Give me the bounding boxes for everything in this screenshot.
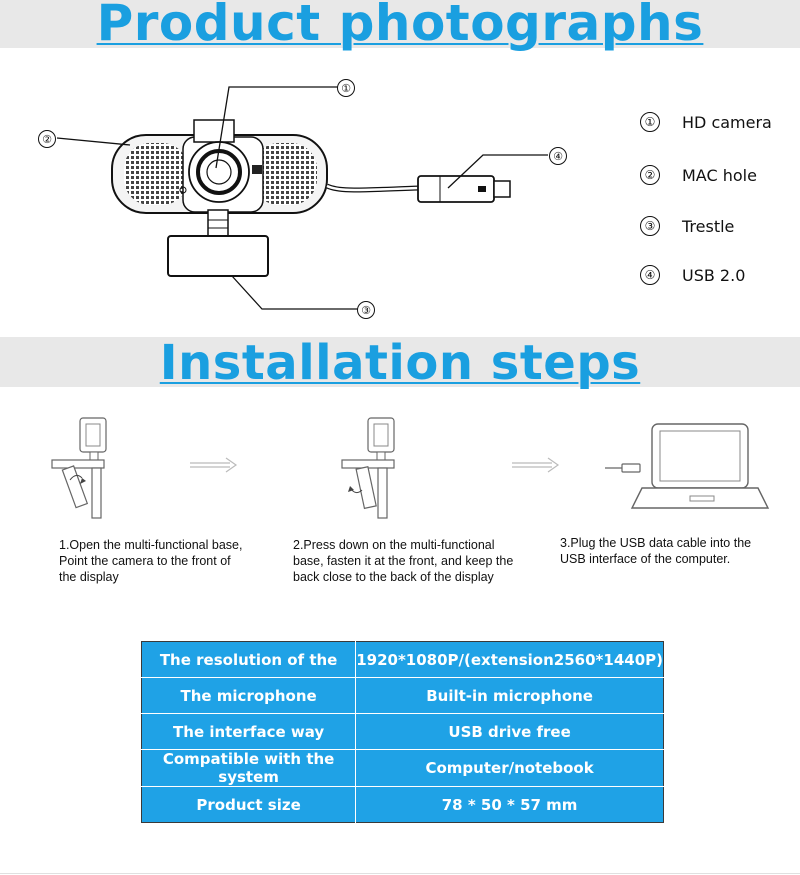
table-row: [142, 714, 664, 750]
spec-label: Product size: [142, 787, 356, 823]
top-clip: [194, 120, 234, 142]
legend-item-trestle: [640, 214, 734, 238]
spec-label: The microphone: [142, 678, 356, 714]
leader-2: [57, 138, 130, 145]
legend-item-usb: [640, 263, 745, 287]
legend-number: ②: [640, 165, 660, 185]
legend-number: ①: [640, 112, 660, 132]
callout-3: ③: [357, 301, 375, 319]
callout-4: ④: [549, 147, 567, 165]
left-speaker-mesh: [124, 143, 188, 205]
arrow-right-icon-2: [512, 458, 558, 472]
product-photographs-title: Product photographs: [96, 0, 704, 52]
legend-label: HD camera: [682, 112, 772, 132]
table-row: [142, 787, 664, 823]
leader-3: [232, 276, 358, 309]
arrow-right-icon-1: [190, 458, 236, 472]
step2-illustration: [342, 418, 394, 518]
legend-number: ④: [640, 265, 660, 285]
legend-item-mac-hole: [640, 163, 757, 187]
legend-number: ③: [640, 216, 660, 236]
hd-badge-icon: [252, 165, 262, 174]
installation-steps-title: Installation steps: [159, 335, 641, 391]
legend-label: Trestle: [682, 216, 735, 236]
legend-label: MAC hole: [682, 165, 757, 185]
callout-1: ①: [337, 79, 355, 97]
step-3-text: 3.Plug the USB data cable into the USB interface of the computer.: [560, 536, 752, 566]
spec-label: Compatible with the system: [142, 750, 356, 787]
table-row: [142, 642, 664, 678]
step-2-text: 2.Press down on the multi-functional base, fasten it at the front, and keep the back close to the back of the display: [293, 538, 514, 584]
step3-illustration: [605, 424, 768, 508]
installation-illustrations: [0, 400, 800, 525]
callout-2: ②: [38, 130, 56, 148]
spec-label: The interface way: [142, 714, 356, 750]
spec-label: The resolution of the: [142, 642, 356, 678]
spec-value: 78 * 50 * 57 mm: [441, 795, 578, 814]
trestle-base: [168, 236, 268, 276]
table-row: [142, 678, 664, 714]
legend-label: USB 2.0: [682, 265, 746, 285]
spec-value: 1920*1080P/(extension2560*1440P): [356, 642, 664, 678]
spec-value: Built-in microphone: [356, 678, 664, 714]
lens-inner: [207, 160, 231, 184]
installation-steps-banner: [0, 335, 800, 391]
divider: [0, 873, 800, 874]
specification-table: [141, 641, 664, 823]
stem: [208, 210, 228, 238]
spec-value: Computer/notebook: [356, 750, 664, 787]
table-row: [142, 750, 664, 787]
step1-illustration: [52, 418, 106, 518]
legend-item-hd-camera: [640, 110, 772, 134]
spec-value: USB drive free: [356, 714, 664, 750]
step-1-text: 1.Open the multi-functional base, Point the camera to the front of the display: [59, 538, 243, 584]
